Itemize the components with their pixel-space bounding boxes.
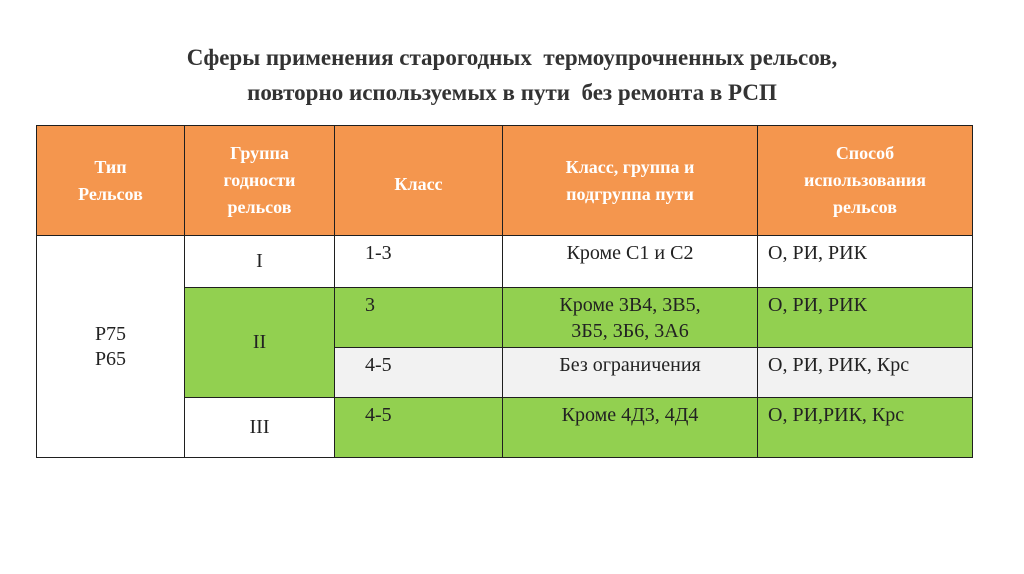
rails-usage-table (36, 125, 973, 458)
track-cell: Без ограничения (503, 348, 758, 398)
usage-cell: О, РИ, РИК, Крс (758, 348, 973, 398)
class-cell: 3 (335, 288, 503, 348)
table-row (37, 236, 973, 288)
header-fitness-group: Группа годности рельсов (185, 126, 335, 236)
class-cell: 1-3 (335, 236, 503, 288)
header-class: Класс (335, 126, 503, 236)
slide-title (0, 40, 1024, 110)
group-cell-i: I (185, 236, 335, 288)
title-line-1: Сферы применения старогодных термоупрочненных рельсов, (186, 45, 838, 70)
group-cell-iii: III (185, 398, 335, 458)
header-rail-type: Тип Рельсов (37, 126, 185, 236)
track-cell: Кроме 4Д3, 4Д4 (503, 398, 758, 458)
title-line-2: повторно используемых в пути без ремонта в РСП (247, 80, 777, 105)
class-cell: 4-5 (335, 348, 503, 398)
class-cell: 4-5 (335, 398, 503, 458)
usage-cell: О, РИ, РИК (758, 236, 973, 288)
usage-cell: О, РИ, РИК (758, 288, 973, 348)
header-track-class-group: Класс, группа и подгруппа пути (503, 126, 758, 236)
track-cell: Кроме 3В4, 3В5, 3Б5, 3Б6, 3А6 (503, 288, 758, 348)
group-cell-ii: II (185, 288, 335, 398)
rail-type-cell: Р75 Р65 (37, 236, 185, 458)
table-header-row (37, 126, 973, 236)
header-usage-method: Способ использования рельсов (758, 126, 973, 236)
track-cell: Кроме С1 и С2 (503, 236, 758, 288)
usage-cell: О, РИ,РИК, Крс (758, 398, 973, 458)
